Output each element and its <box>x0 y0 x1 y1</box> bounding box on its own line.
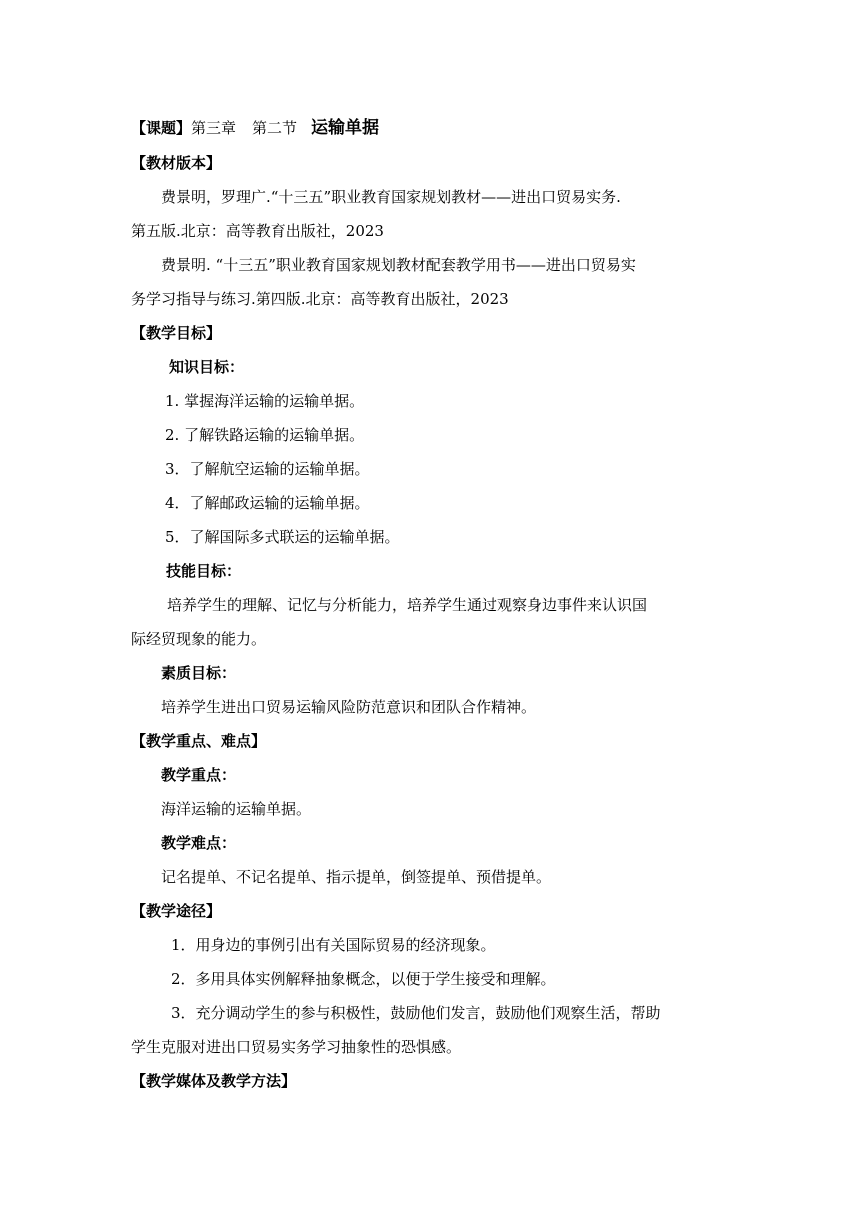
textbook-ref1-line2: 第五版.北京：高等教育出版社，2023 <box>131 222 384 240</box>
lesson-label: 【课题】 <box>131 119 192 137</box>
knowledge-item-1: 1. 掌握海洋运输的运输单据。 <box>165 392 365 410</box>
lesson-title-line <box>131 110 731 146</box>
textbook-ref2-line1: 费景明. “十三五”职业教育国家规划教材配套教学用书——进出口贸易实 <box>161 256 636 274</box>
document-page <box>131 110 731 1098</box>
skill-objective-label: 技能目标： <box>166 562 242 580</box>
textbook-ref1-line1: 费景明，罗理广.“十三五”职业教育国家规划教材——进出口贸易实务. <box>161 188 621 206</box>
approach-heading: 【教学途径】 <box>131 902 222 920</box>
knowledge-item-5: 5．了解国际多式联运的运输单据。 <box>165 528 400 546</box>
knowledge-item-2: 2. 了解铁路运输的运输单据。 <box>165 426 365 444</box>
approach-item-1: 1．用身边的事例引出有关国际贸易的经济现象。 <box>171 936 496 954</box>
skill-objective-line2: 际经贸现象的能力。 <box>131 630 267 648</box>
difficulty-label: 教学难点： <box>161 834 237 852</box>
difficulty-text: 记名提单、不记名提单、指示提单，倒签提单、预借提单。 <box>161 868 552 886</box>
objectives-heading: 【教学目标】 <box>131 324 222 342</box>
textbook-heading: 【教材版本】 <box>131 154 222 172</box>
knowledge-item-3: 3．了解航空运输的运输单据。 <box>165 460 370 478</box>
key-points-heading: 【教学重点、难点】 <box>131 732 267 750</box>
textbook-ref2-line2: 务学习指导与练习.第四版.北京：高等教育出版社，2023 <box>131 290 509 308</box>
chapter-text: 第三章 <box>191 119 237 137</box>
approach-item-3-line1: 3．充分调动学生的参与积极性，鼓励他们发言，鼓励他们观察生活，帮助 <box>171 1004 661 1022</box>
media-heading: 【教学媒体及教学方法】 <box>131 1072 297 1090</box>
section-text: 第二节 <box>252 119 298 137</box>
approach-item-2: 2．多用具体实例解释抽象概念，以便于学生接受和理解。 <box>171 970 556 988</box>
lesson-topic: 运输单据 <box>311 118 380 138</box>
knowledge-item-4: 4．了解邮政运输的运输单据。 <box>165 494 370 512</box>
focus-text: 海洋运输的运输单据。 <box>161 800 312 818</box>
quality-objective-label: 素质目标： <box>161 664 237 682</box>
quality-objective-text: 培养学生进出口贸易运输风险防范意识和团队合作精神。 <box>161 698 537 716</box>
knowledge-objective-label: 知识目标： <box>169 358 245 376</box>
approach-item-3-line2: 学生克服对进出口贸易实务学习抽象性的恐惧感。 <box>131 1038 462 1056</box>
skill-objective-line1: 培养学生的理解、记忆与分析能力，培养学生通过观察身边事件来认识国 <box>167 596 648 614</box>
focus-label: 教学重点： <box>161 766 237 784</box>
